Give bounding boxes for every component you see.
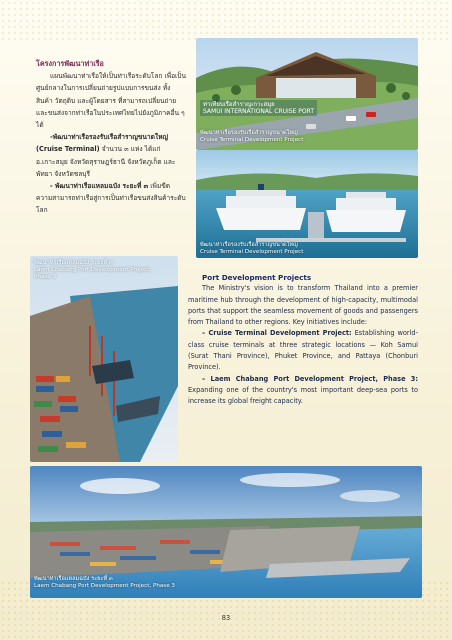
aerial-caption-english: Laem Chabang Port Development Project, Phase 3: [34, 583, 175, 589]
decorative-dots-top: [0, 0, 452, 40]
english-intro: The Ministry's vision is to transform Thailand into a premier maritime hub through the development of high-capacity, multimodal ports that support the seamless movement of goods and passengers from Thailand to other regions. Key initiatives include:: [188, 284, 418, 327]
english-cruise-title: – Cruise Terminal Development Project:: [202, 329, 352, 338]
aerial-caption-thai: พัฒนาท่าเรือแหลมฉบัง ระยะที่ ๓: [34, 576, 113, 582]
thai-heading: โครงการพัฒนาท่าเรือ: [36, 59, 104, 68]
laem-chabang-aerial-photo: [30, 466, 422, 598]
terminal-sign: [200, 100, 317, 116]
terminal-caption: [200, 130, 303, 144]
thai-paragraph-3: [36, 180, 186, 217]
english-heading: Port Development Projects: [202, 273, 312, 282]
english-item-laem: [188, 374, 418, 408]
english-laem-title: – Laem Chabang Port Development Project, Phase 3:: [202, 374, 418, 383]
cruise-ships-rendering: [196, 150, 418, 258]
page-number: 83: [221, 614, 231, 622]
english-item-cruise: [188, 328, 418, 373]
terminal-sign-english: SAMUI INTERNATIONAL CRUISE PORT: [203, 108, 315, 115]
thai-laem-text: เพิ่มขีดความสามารถท่าเรือสู่การเป็นท่าเรือขนส่งสินค้าระดับโลก: [36, 182, 186, 215]
english-laem-text: Expanding one of the country's most important deep-sea ports to increase its global freight capacity.: [188, 385, 418, 406]
cruise-ships-caption: [200, 242, 303, 256]
laem-caption-english-line2: Phase 3: [34, 274, 57, 280]
thai-paragraph-1: แผนพัฒนาท่าเรือให้เป็นท่าเรือระดับโลก เพื่อเป็นศูนย์กลางในการเปลี่ยนถ่ายรูปแบบการขนส่ง ทั้งสินค้า วัตถุดิบ และผู้โดยสาร ที่สามารถเปลี่ยนถ่ายและขนส่งจากท่าเรือในประเทศไทยไปยังภูมิภาคอื่น ๆ ได้: [36, 72, 186, 130]
thai-cruise-title: -พัฒนาท่าเรือรองรับเรือสำราญขนาดใหญ่ (Cruise Terminal): [36, 133, 169, 154]
cruise-terminal-rendering: [196, 38, 418, 150]
terminal-caption-thai: พัฒนาท่าเรือรองรับเรือสำราญขนาดใหญ่: [200, 130, 298, 136]
thai-laem-title: - พัฒนาท่าเรือแหลมฉบัง ระยะที่ ๓: [50, 182, 149, 191]
thai-paragraph-2: [36, 131, 186, 180]
english-text-column: [188, 272, 418, 408]
laem-chabang-container-photo: [30, 256, 178, 462]
cruise-ships-caption-english: Cruise Terminal Development Project: [200, 249, 304, 255]
aerial-caption: [34, 576, 175, 590]
cruise-ships-caption-thai: พัฒนาท่าเรือรองรับเรือสำราญขนาดใหญ่: [200, 242, 298, 248]
terminal-caption-english: Cruise Terminal Development Project: [200, 137, 304, 143]
english-cruise-text: Establishing world-class cruise terminals at three strategic locations — Koh Samui (Surat Thani Province), Phuket Province, and Pattaya (Chonburi Province).: [188, 329, 418, 372]
laem-caption-thai: พัฒนาท่าเรือแหลมฉบัง ระยะที่ ๓: [34, 260, 113, 266]
laem-caption-english-line1: Laem Chabang Port Development Project,: [34, 267, 152, 273]
laem-chabang-caption: [34, 260, 151, 281]
thai-text-column: [36, 58, 186, 217]
thai-cruise-text: จำนวน ๓ แห่ง ได้แก่ อ.เกาะสมุย จังหวัดสุราษฎร์ธานี จังหวัดภูเก็ต และพัทยา จังหวัดชลบุรี: [36, 145, 176, 178]
terminal-sign-thai: ท่าเทียบเรือสำราญเกาะสมุย: [203, 101, 275, 108]
